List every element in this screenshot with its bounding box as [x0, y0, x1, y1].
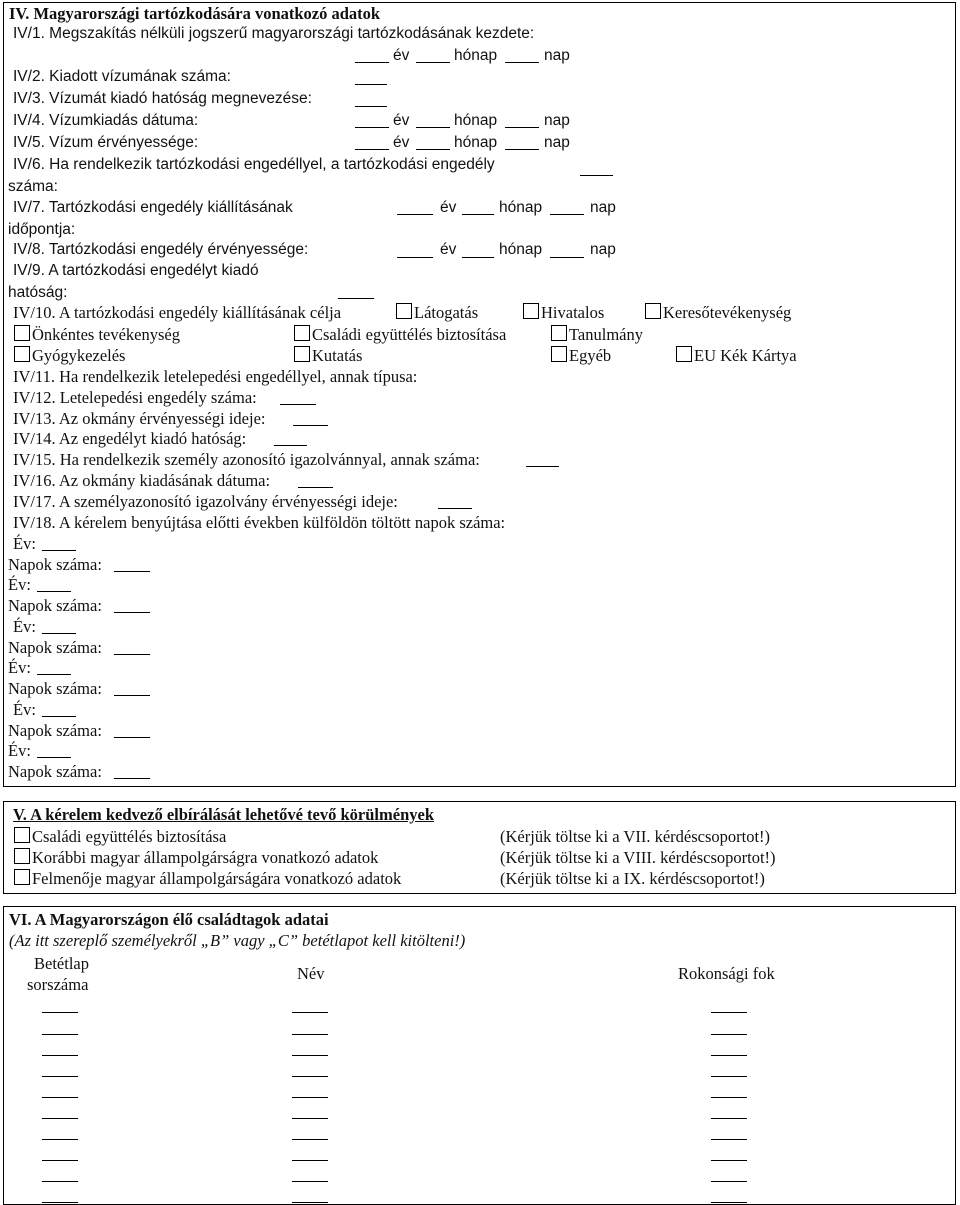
iv12-field[interactable] [280, 404, 316, 405]
iv4-year-unit: év [393, 112, 410, 129]
iv5-day-field[interactable] [505, 149, 539, 150]
section-v-title: V. A kérelem kedvező elbírálását lehetővé tevő körülmények [13, 805, 434, 824]
family-sorszam-field[interactable] [42, 1181, 78, 1182]
family-sorszam-field[interactable] [42, 1012, 78, 1013]
family-sorszam-field[interactable] [42, 1139, 78, 1140]
family-rokonsagi-field[interactable] [711, 1076, 747, 1077]
abroad-days-field-3[interactable] [114, 654, 150, 655]
iv9-field[interactable] [338, 298, 374, 299]
iv7-label-cont: időpontja: [8, 221, 76, 238]
family-nev-field[interactable] [292, 1181, 328, 1182]
iv13-label: IV/13. Az okmány érvényességi ideje: [13, 409, 266, 428]
iv7-month-field[interactable] [462, 214, 494, 215]
iv2-field[interactable] [355, 84, 387, 85]
iv9-label-cont: hatóság: [8, 284, 68, 301]
purpose-csaladi-label: Családi együttélés biztosítása [312, 325, 507, 344]
iv7-year-unit: év [440, 199, 457, 216]
family-sorszam-field[interactable] [42, 1118, 78, 1119]
purpose-keresotevekenyseg-label: Keresőtevékenység [663, 303, 792, 322]
abroad-year-field-1[interactable] [42, 550, 76, 551]
family-nev-field[interactable] [292, 1118, 328, 1119]
iv1-day-unit: nap [544, 47, 570, 64]
family-sorszam-field[interactable] [42, 1076, 78, 1077]
iv3-label: IV/3. Vízumát kiadó hatóság megnevezése: [13, 90, 312, 107]
family-sorszam-field[interactable] [42, 1202, 78, 1203]
purpose-egyeb-label: Egyéb [569, 346, 612, 365]
iv3-field[interactable] [355, 106, 387, 107]
section-vi-title: VI. A Magyarországon élő családtagok adatai [9, 910, 329, 929]
col-nev-header: Név [297, 964, 325, 983]
purpose-egyeb-checkbox[interactable] [551, 346, 567, 362]
purpose-latogatas-label: Látogatás [414, 303, 479, 322]
iv1-month-field[interactable] [416, 62, 450, 63]
abroad-year-field-6[interactable] [37, 757, 71, 758]
iv7-day-field[interactable] [550, 214, 584, 215]
family-rokonsagi-field[interactable] [711, 1202, 747, 1203]
iv18-label: IV/18. A kérelem benyújtása előtti években külföldön töltött napok száma: [13, 513, 506, 532]
purpose-latogatas-checkbox[interactable] [396, 303, 412, 319]
iv5-day-unit: nap [544, 134, 570, 151]
abroad-days-field-5[interactable] [114, 737, 150, 738]
iv8-day-field[interactable] [550, 257, 584, 258]
abroad-days-label: Napok száma: [8, 555, 102, 574]
iv17-field[interactable] [438, 508, 472, 509]
family-nev-field[interactable] [292, 1055, 328, 1056]
abroad-year-label: Év: [13, 534, 36, 553]
iv5-month-unit: hónap [454, 134, 498, 151]
circumstance-felmeno-label: Felmenője magyar állampolgárságára vonatkozó adatok [32, 869, 402, 888]
purpose-tanulmany-label: Tanulmány [569, 325, 643, 344]
section-iv-title: IV. Magyarországi tartózkodására vonatkozó adatok [9, 4, 381, 23]
purpose-gyogykezeles-checkbox[interactable] [14, 346, 30, 362]
purpose-tanulmany-checkbox[interactable] [551, 325, 567, 341]
iv5-year-field[interactable] [355, 149, 389, 150]
abroad-days-field-6[interactable] [114, 778, 150, 779]
purpose-onkentes-label: Önkéntes tevékenység [32, 325, 180, 344]
iv7-month-unit: hónap [499, 199, 543, 216]
purpose-hivatalos-label: Hivatalos [541, 303, 605, 322]
iv1-year-field[interactable] [355, 62, 389, 63]
iv8-year-field[interactable] [397, 257, 433, 258]
purpose-keresotevekenyseg-checkbox[interactable] [645, 303, 661, 319]
iv8-month-field[interactable] [462, 257, 494, 258]
iv5-year-unit: év [393, 134, 410, 151]
abroad-days-label: Napok száma: [8, 596, 102, 615]
iv16-field[interactable] [298, 487, 333, 488]
iv11-label: IV/11. Ha rendelkezik letelepedési engedéllyel, annak típusa: [13, 367, 418, 386]
iv14-field[interactable] [274, 445, 307, 446]
section-vi [3, 906, 956, 1205]
circumstance-korabbi-note: (Kérjük töltse ki a VIII. kérdéscsoportot!) [500, 848, 776, 867]
iv7-label: IV/7. Tartózkodási engedély kiállításának [13, 199, 293, 216]
family-sorszam-field[interactable] [42, 1055, 78, 1056]
family-nev-field[interactable] [292, 1012, 328, 1013]
abroad-year-label: Év: [13, 700, 36, 719]
purpose-kutatas-checkbox[interactable] [294, 346, 310, 362]
family-nev-field[interactable] [292, 1160, 328, 1161]
circumstance-csaladi-checkbox[interactable] [14, 827, 30, 843]
iv4-label: IV/4. Vízumkiadás dátuma: [13, 112, 199, 129]
purpose-csaladi-checkbox[interactable] [294, 325, 310, 341]
family-nev-field[interactable] [292, 1034, 328, 1035]
col-rokonsagi-header: Rokonsági fok [678, 964, 775, 983]
iv1-label: IV/1. Megszakítás nélküli jogszerű magyarországi tartózkodásának kezdete: [13, 25, 535, 42]
abroad-days-label: Napok száma: [8, 638, 102, 657]
iv17-label: IV/17. A személyazonosító igazolvány érvényességi ideje: [13, 492, 398, 511]
iv5-month-field[interactable] [416, 149, 450, 150]
iv6-label: IV/6. Ha rendelkezik tartózkodási engedéllyel, a tartózkodási engedély [13, 156, 495, 173]
purpose-eu-kek-kartya-checkbox[interactable] [676, 346, 692, 362]
family-rokonsagi-field[interactable] [711, 1034, 747, 1035]
abroad-days-label: Napok száma: [8, 679, 102, 698]
abroad-year-field-4[interactable] [37, 674, 71, 675]
iv1-month-unit: hónap [454, 47, 498, 64]
iv15-field[interactable] [526, 466, 559, 467]
iv10-label: IV/10. A tartózkodási engedély kiállításának célja [13, 305, 342, 322]
circumstance-csaladi-note: (Kérjük töltse ki a VII. kérdéscsoportot!) [500, 827, 771, 846]
abroad-days-field-4[interactable] [114, 695, 150, 696]
family-sorszam-field[interactable] [42, 1160, 78, 1161]
iv14-label: IV/14. Az engedélyt kiadó hatóság: [13, 429, 247, 448]
circumstance-csaladi-label: Családi együttélés biztosítása [32, 827, 227, 846]
family-rokonsagi-field[interactable] [711, 1181, 747, 1182]
abroad-days-label: Napok száma: [8, 762, 102, 781]
abroad-year-field-5[interactable] [42, 716, 76, 717]
iv2-label: IV/2. Kiadott vízumának száma: [13, 68, 231, 85]
iv16-label: IV/16. Az okmány kiadásának dátuma: [13, 471, 271, 490]
section-vi-subtitle: (Az itt szereplő személyekről „B” vagy „C” betétlapot kell kitölteni!) [9, 931, 466, 950]
abroad-year-label: Év: [8, 658, 31, 677]
family-rokonsagi-field[interactable] [711, 1012, 747, 1013]
iv1-day-field[interactable] [505, 62, 539, 63]
abroad-year-field-2[interactable] [37, 591, 71, 592]
iv4-year-field[interactable] [355, 127, 389, 128]
abroad-days-field-1[interactable] [114, 571, 150, 572]
family-sorszam-field[interactable] [42, 1097, 78, 1098]
family-rokonsagi-field[interactable] [711, 1139, 747, 1140]
family-rokonsagi-field[interactable] [711, 1160, 747, 1161]
iv13-field[interactable] [293, 425, 328, 426]
family-nev-field[interactable] [292, 1139, 328, 1140]
iv1-year-unit: év [393, 47, 410, 64]
family-nev-field[interactable] [292, 1076, 328, 1077]
iv6-field[interactable] [580, 175, 613, 176]
iv4-month-field[interactable] [416, 127, 450, 128]
circumstance-felmeno-note: (Kérjük töltse ki a IX. kérdéscsoportot!) [500, 869, 765, 888]
purpose-onkentes-checkbox[interactable] [14, 325, 30, 341]
iv6-label-cont: száma: [8, 178, 58, 195]
iv8-label: IV/8. Tartózkodási engedély érvényessége: [13, 241, 309, 258]
circumstance-korabbi-checkbox[interactable] [14, 848, 30, 864]
purpose-kutatas-label: Kutatás [312, 346, 363, 365]
abroad-year-label: Év: [8, 741, 31, 760]
col-betetlap-header: Betétlap [34, 954, 89, 973]
family-rokonsagi-field[interactable] [711, 1118, 747, 1119]
purpose-gyogykezeles-label: Gyógykezelés [32, 346, 126, 365]
iv7-year-field[interactable] [397, 214, 433, 215]
iv9-label: IV/9. A tartózkodási engedélyt kiadó [13, 262, 259, 279]
family-rokonsagi-field[interactable] [711, 1097, 747, 1098]
abroad-year-field-3[interactable] [42, 633, 76, 634]
iv4-month-unit: hónap [454, 112, 498, 129]
iv8-month-unit: hónap [499, 241, 543, 258]
iv7-day-unit: nap [590, 199, 616, 216]
iv8-year-unit: év [440, 241, 457, 258]
iv15-label: IV/15. Ha rendelkezik személy azonosító igazolvánnyal, annak száma: [13, 450, 480, 469]
circumstance-korabbi-label: Korábbi magyar állampolgárságra vonatkozó adatok [32, 848, 379, 867]
col-betetlap-header-cont: sorszáma [27, 975, 89, 994]
family-nev-field[interactable] [292, 1097, 328, 1098]
circumstance-felmeno-checkbox[interactable] [14, 869, 30, 885]
iv5-label: IV/5. Vízum érvényessége: [13, 134, 199, 151]
family-rokonsagi-field[interactable] [711, 1055, 747, 1056]
abroad-year-label: Év: [8, 575, 31, 594]
iv4-day-field[interactable] [505, 127, 539, 128]
purpose-eu-kek-kartya-label: EU Kék Kártya [694, 346, 797, 365]
iv4-day-unit: nap [544, 112, 570, 129]
abroad-days-field-2[interactable] [114, 612, 150, 613]
abroad-days-label: Napok száma: [8, 721, 102, 740]
abroad-year-label: Év: [13, 617, 36, 636]
family-sorszam-field[interactable] [42, 1034, 78, 1035]
family-nev-field[interactable] [292, 1202, 328, 1203]
iv12-label: IV/12. Letelepedési engedély száma: [13, 388, 257, 407]
iv8-day-unit: nap [590, 241, 616, 258]
purpose-hivatalos-checkbox[interactable] [523, 303, 539, 319]
